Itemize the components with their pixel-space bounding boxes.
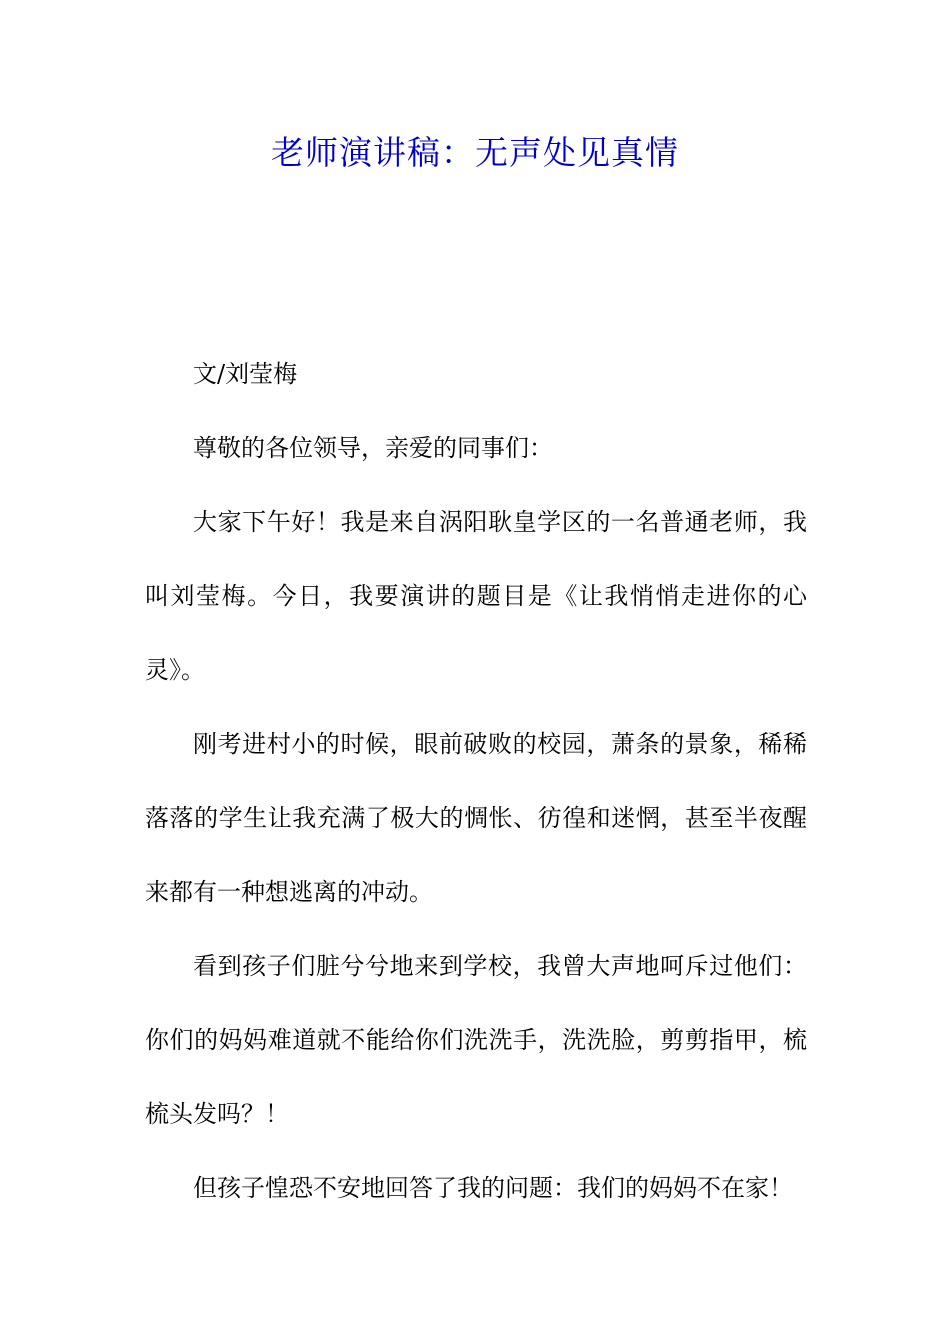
- intro-paragraph: 大家下午好！我是来自涡阳耿皇学区的一名普通老师，我叫刘莹梅。今日，我要演讲的题目是《让我悄悄走进你的心灵》。: [145, 508, 807, 684]
- salutation-paragraph: 尊敬的各位领导，亲爱的同事们：: [193, 434, 553, 462]
- document-title: 老师演讲稿：无声处见真情: [271, 133, 679, 172]
- village-school-paragraph: 刚考进村小的时候，眼前破败的校园，萧条的景象，稀稀落落的学生让我充满了极大的惆怅、彷徨和迷惘，甚至半夜醒来都有一种想逃离的冲动。: [145, 730, 807, 906]
- mothers-away-paragraph: 但孩子惶恐不安地回答了我的问题：我们的妈妈不在家！: [193, 1174, 793, 1202]
- author-line: 文/刘莹梅: [193, 360, 298, 388]
- dirty-children-paragraph: 看到孩子们脏兮兮地来到学校，我曾大声地呵斥过他们：你们的妈妈难道就不能给你们洗洗手，洗洗脸，剪剪指甲，梳梳头发吗？！: [145, 952, 807, 1128]
- document-body: [145, 337, 807, 1225]
